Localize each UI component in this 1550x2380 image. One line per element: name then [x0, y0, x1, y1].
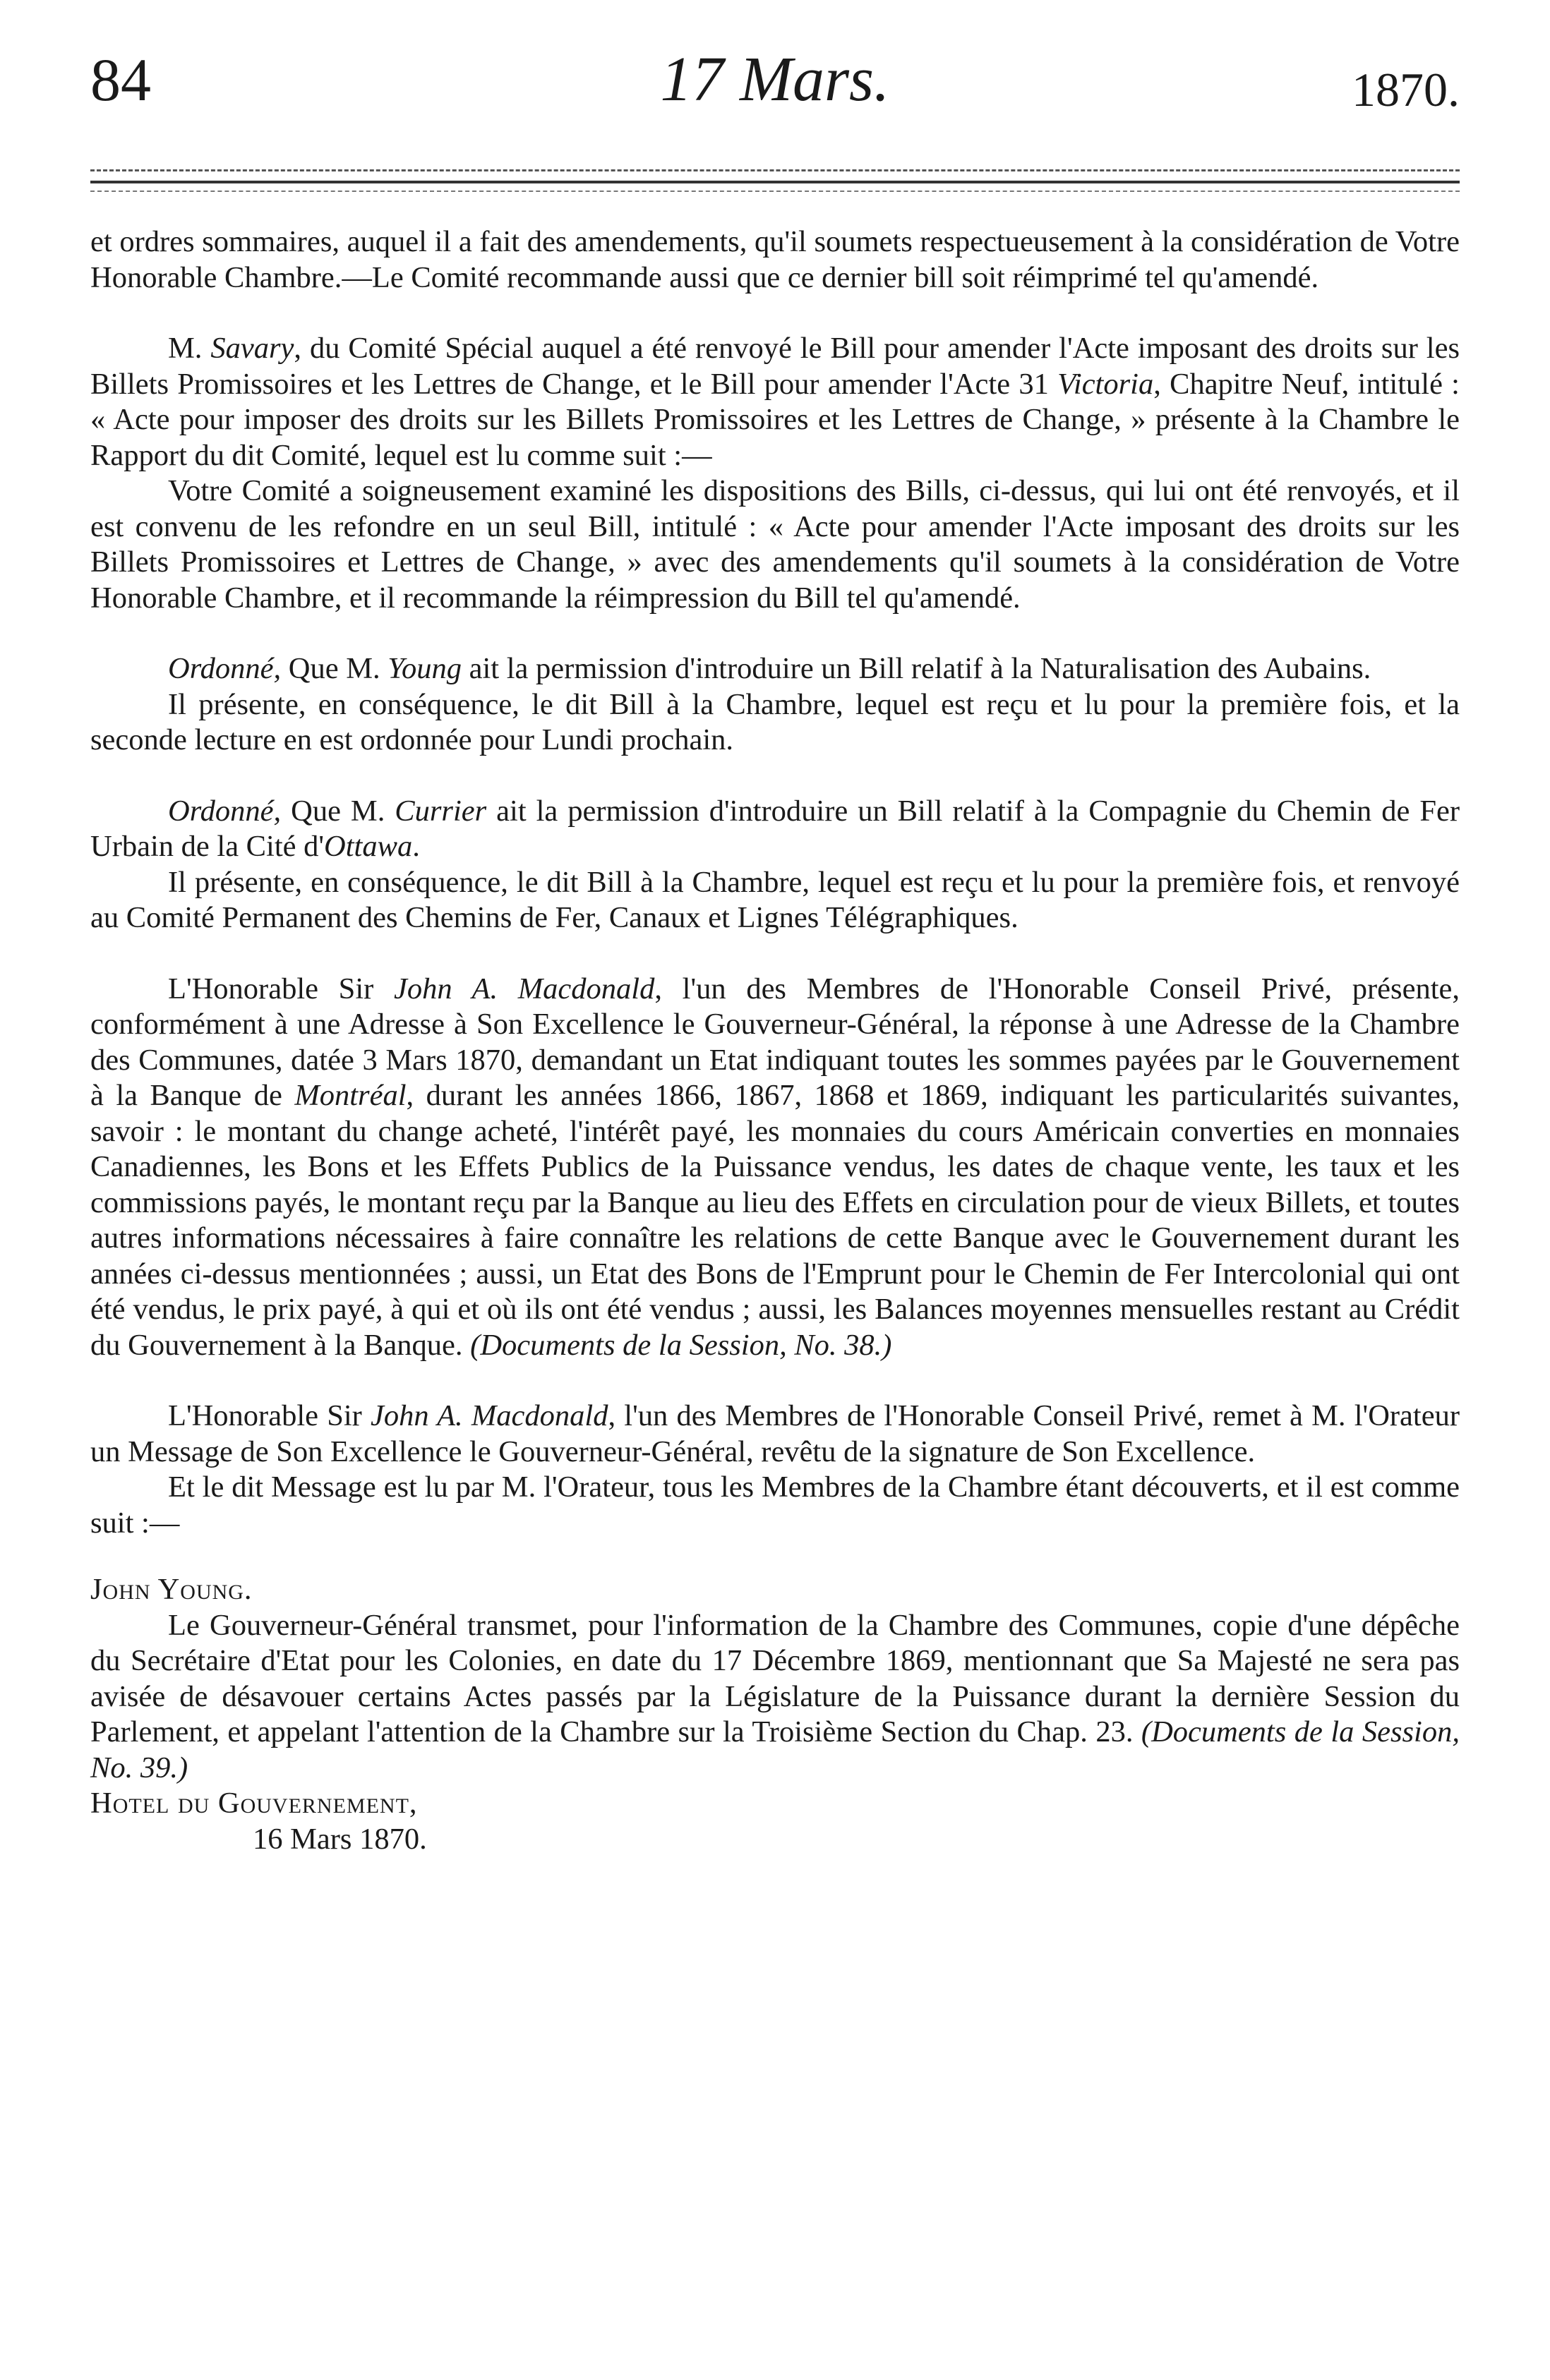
- paragraph-message-read: Et le dit Message est lu par M. l'Orateur, tous les Membres de la Chambre étant découverts, et il est comme suit :—: [90, 1470, 1460, 1540]
- running-title-text: 17 Mars.: [660, 44, 890, 114]
- session-document-ref: (Documents de la Session, No. 39.): [90, 1715, 1460, 1784]
- message-signatory: John Young.: [90, 1573, 253, 1606]
- city-name: Ottawa: [324, 830, 413, 863]
- member-name: John A. Macdonald: [371, 1399, 608, 1432]
- paragraph-macdonald-return: L'Honorable Sir John A. Macdonald, l'un des Membres de l'Honorable Conseil Privé, présente, conformément à une Adresse à Son Excellence le Gouverneur-Général, la réponse à une Adresse de la Chambre des Communes, datée 3 Mars 1870, demandant un Etat indiquant toutes les sommes payées par le Gouvernement à la Banque de Montréal, durant les années 1866, 1867, 1868 et 1869, indiquant les particularités suivantes, savoir : le montant du change acheté, l'intérêt payé, les monnaies du cours Américain converties en monnaies Canadiennes, les Bons et les Effets Publics de la Puissance vendus, les dates de chaque vente, les taux et les commissions payés, le montant reçu par la Banque au lieu des Effets en circulation pour de vieux Billets, et toutes autres informations nécessaires à faire connaître les relations de cette Banque avec le Gouvernement durant les années ci-dessus mentionnées ; aussi, un Etat des Bons de l'Emprunt pour le Chemin de Fer Intercolonial qui ont été vendus, le prix payé, à qui et où ils ont été vendus ; aussi, les Balances moyennes mensuelles restant au Crédit du Gouvernement à la Banque. (Documents de la Session, No. 38.): [90, 972, 1460, 1362]
- member-name: John A. Macdonald: [393, 972, 655, 1005]
- paragraph-continuation: et ordres sommaires, auquel il a fait des amendements, qu'il soumets respectueusement à la considération de Votre Honorable Chambre.—Le Comité recommande aussi que ce dernier bill soit réimprimé tel qu'amendé.: [90, 225, 1460, 294]
- paragraph-governor-message: Le Gouverneur-Général transmet, pour l'information de la Chambre des Communes, copie d'une dépêche du Secrétaire d'Etat pour les Colonies, en date du 17 Décembre 1869, mentionnant que Sa Majesté ne sera pas avisée de désavouer certains Actes passés par la Législature de la Puissance durant la dernière Session du Parlement, et appelant l'attention de la Chambre sur la Troisième Section du Chap. 23. (Documents de la Session, No. 39.): [90, 1608, 1460, 1784]
- member-name: Savary: [210, 332, 294, 365]
- member-name: Young: [388, 652, 462, 685]
- page-header: [90, 41, 1460, 140]
- page-number: 84: [90, 46, 151, 114]
- ordonne-label: Ordonné,: [168, 652, 282, 685]
- session-document-ref: (Documents de la Session, No. 38.): [470, 1328, 892, 1362]
- paragraph-first-reading: Il présente, en conséquence, le dit Bill à la Chambre, lequel est reçu et lu pour la première fois, et la seconde lecture en est ordonnée pour Lundi prochain.: [90, 687, 1460, 756]
- paragraph-committee-report: Votre Comité a soigneusement examiné les dispositions des Bills, ci-dessus, qui lui ont été renvoyés, et il est convenu de les refondre en un seul Bill, intitulé : « Acte pour amender l'Acte imposant des droits sur les Billets Promissoires et Lettres de Change, » avec des amendements qu'il soumets à la considération de Votre Honorable Chambre, et il recommande la réimpression du Bill tel qu'amendé.: [90, 474, 1460, 615]
- header-rule-solid: [90, 181, 1460, 183]
- statute-name: Victoria: [1057, 367, 1154, 401]
- member-name: Currier: [395, 794, 487, 828]
- paragraph-savary-report: M. Savary, du Comité Spécial auquel a été renvoyé le Bill pour amender l'Acte imposant des droits sur les Billets Promissoires et les Lettres de Change, et le Bill pour amender l'Acte 31 Victoria, Chapitre Neuf, intitulé : « Acte pour imposer des droits sur les Billets Promissoires et les Lettres de Change, » présente à la Chambre le Rapport du dit Comité, lequel est lu comme suit :—: [90, 332, 1460, 472]
- paragraph-order-currier: Ordonné, Que M. Currier ait la permission d'introduire un Bill relatif à la Compagnie du Chemin de Fer Urbain de la Cité d'Ottawa.: [90, 794, 1460, 863]
- paragraph-order-young: Ordonné, Que M. Young ait la permission d'introduire un Bill relatif à la Naturalisation des Aubains.: [168, 652, 1371, 685]
- ordonne-label: Ordonné,: [168, 794, 282, 828]
- header-rule-dashed-lower: [90, 191, 1460, 192]
- paragraph-macdonald-message: L'Honorable Sir John A. Macdonald, l'un des Membres de l'Honorable Conseil Privé, remet à M. l'Orateur un Message de Son Excellence le Gouverneur-Général, revêtu de la signature de Son Excellence.: [90, 1399, 1460, 1468]
- paragraph-referral: Il présente, en conséquence, le dit Bill à la Chambre, lequel est reçu et lu pour la première fois, et renvoyé au Comité Permanent des Chemins de Fer, Canaux et Lignes Télégraphiques.: [90, 865, 1460, 934]
- bank-name: Montréal: [294, 1079, 407, 1112]
- running-title: [90, 41, 1460, 119]
- document-body: [90, 224, 1460, 1857]
- header-rule-dashed: [90, 169, 1460, 171]
- closing-place: Hotel du Gouvernement,: [90, 1787, 418, 1820]
- closing-date: 16 Mars 1870.: [253, 1822, 427, 1856]
- header-year: 1870.: [1352, 63, 1460, 116]
